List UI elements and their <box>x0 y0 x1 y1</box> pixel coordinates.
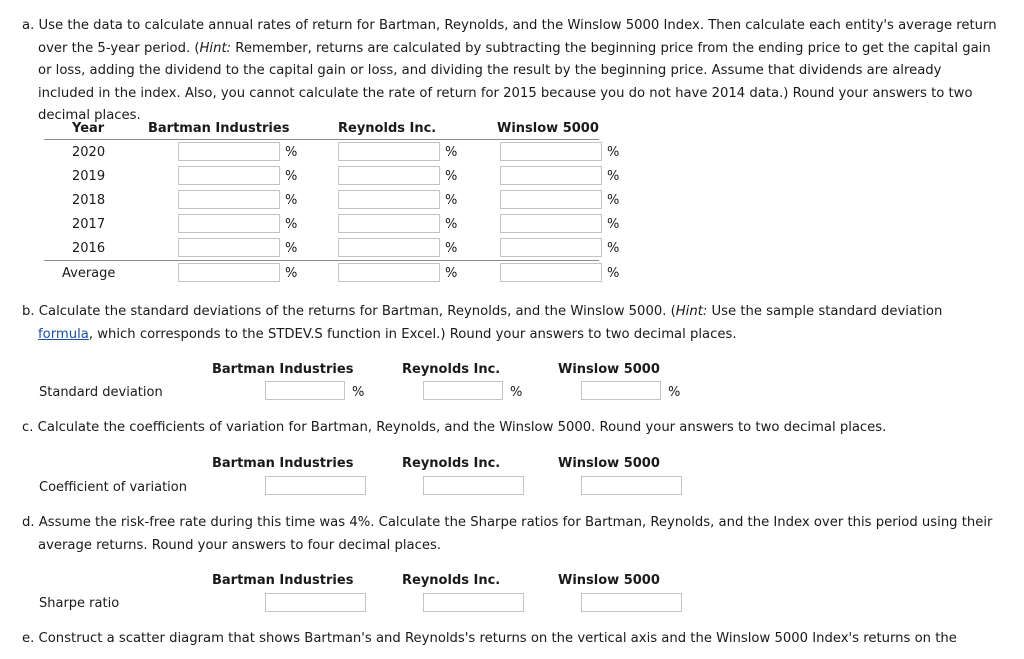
return-reynolds-row-2-percent: % <box>445 193 458 208</box>
return-winslow-row-1-input[interactable] <box>500 166 602 185</box>
table-a-header-rule <box>44 139 599 140</box>
coef-variation-reynolds-input[interactable] <box>423 476 524 495</box>
table-d-header-bartman: Bartman Industries <box>212 573 354 588</box>
part-b-instructions: b. Calculate the standard deviations of the returns for Bartman, Reynolds, and the Winslow 5000. (Hint: Use the sample standard deviation formula, which corresponds to the STDEV.S function in Excel.) Round your answers to two decimal places. <box>22 304 943 342</box>
return-bartman-row-1-input[interactable] <box>178 166 280 185</box>
sharpe-ratio-reynolds-input[interactable] <box>423 593 524 612</box>
coef-variation-label: Coefficient of variation <box>39 480 187 495</box>
return-reynolds-row-4-percent: % <box>445 241 458 256</box>
table-c-header-winslow: Winslow 5000 <box>558 456 660 471</box>
return-bartman-row-4-input[interactable] <box>178 238 280 257</box>
average-reynolds-input[interactable] <box>338 263 440 282</box>
return-winslow-row-3-input[interactable] <box>500 214 602 233</box>
return-reynolds-row-0-input[interactable] <box>338 142 440 161</box>
table-a-header-bartman: Bartman Industries <box>148 121 290 136</box>
part-c-instructions: c. Calculate the coefficients of variation for Bartman, Reynolds, and the Winslow 5000. Round your answers to two decimal places. <box>22 420 887 435</box>
return-bartman-row-2-percent: % <box>285 193 298 208</box>
table-c-header-reynolds: Reynolds Inc. <box>402 456 501 471</box>
return-reynolds-row-2-input[interactable] <box>338 190 440 209</box>
average-winslow-percent: % <box>607 266 620 281</box>
std-dev-bartman-input[interactable] <box>265 381 345 400</box>
return-winslow-row-4-percent: % <box>607 241 620 256</box>
table-a-header-year: Year <box>72 121 105 136</box>
table-d-header-reynolds: Reynolds Inc. <box>402 573 501 588</box>
table-d-header-winslow: Winslow 5000 <box>558 573 660 588</box>
return-winslow-row-2-input[interactable] <box>500 190 602 209</box>
return-winslow-row-0-input[interactable] <box>500 142 602 161</box>
year-label-2: 2018 <box>72 193 106 208</box>
average-bartman-input[interactable] <box>178 263 280 282</box>
return-bartman-row-0-input[interactable] <box>178 142 280 161</box>
std-dev-bartman-percent: % <box>352 385 365 400</box>
table-b-header-winslow: Winslow 5000 <box>558 362 660 377</box>
part-a-instructions: a. Use the data to calculate annual rates of return for Bartman, Reynolds, and the Winslow 5000 Index. Then calculate each entity's average return over the 5-year period. (Hint: Remember, returns are calculated by subtracting the beginning price from the ending price to get the capital gain or loss, adding the dividend to the capital gain or loss, and dividing the result by the beginning price. Assume that dividends are already included in the index. Also, you cannot calculate the rate of return for 2015 because you do not have 2014 data.) Round your answers to two decimal places. <box>22 18 997 123</box>
std-dev-label: Standard deviation <box>39 385 163 400</box>
sharpe-ratio-winslow-input[interactable] <box>581 593 682 612</box>
std-dev-reynolds-input[interactable] <box>423 381 503 400</box>
average-label: Average <box>62 266 116 281</box>
table-a-header-winslow: Winslow 5000 <box>497 121 599 136</box>
table-c-header-bartman: Bartman Industries <box>212 456 354 471</box>
year-label-1: 2019 <box>72 169 106 184</box>
average-reynolds-percent: % <box>445 266 458 281</box>
table-b-header-bartman: Bartman Industries <box>212 362 354 377</box>
year-label-3: 2017 <box>72 217 106 232</box>
part-e-instructions: e. Construct a scatter diagram that shows Bartman's and Reynolds's returns on the vertical axis and the Winslow 5000 Index's returns on the <box>22 631 957 646</box>
std-dev-winslow-input[interactable] <box>581 381 661 400</box>
table-a-average-rule <box>44 260 599 261</box>
return-reynolds-row-1-input[interactable] <box>338 166 440 185</box>
sharpe-ratio-label: Sharpe ratio <box>39 596 120 611</box>
formula-link[interactable]: formula <box>38 326 89 342</box>
return-reynolds-row-3-input[interactable] <box>338 214 440 233</box>
coef-variation-winslow-input[interactable] <box>581 476 682 495</box>
return-winslow-row-1-percent: % <box>607 169 620 184</box>
year-label-0: 2020 <box>72 145 106 160</box>
part-d-instructions: d. Assume the risk-free rate during this time was 4%. Calculate the Sharpe ratios for Bartman, Reynolds, and the Index over this period using their average returns. Round your answers to four decimal places. <box>22 515 993 553</box>
average-winslow-input[interactable] <box>500 263 602 282</box>
return-winslow-row-0-percent: % <box>607 145 620 160</box>
return-bartman-row-0-percent: % <box>285 145 298 160</box>
return-bartman-row-2-input[interactable] <box>178 190 280 209</box>
return-bartman-row-1-percent: % <box>285 169 298 184</box>
return-bartman-row-4-percent: % <box>285 241 298 256</box>
return-reynolds-row-3-percent: % <box>445 217 458 232</box>
return-winslow-row-3-percent: % <box>607 217 620 232</box>
return-reynolds-row-1-percent: % <box>445 169 458 184</box>
return-winslow-row-2-percent: % <box>607 193 620 208</box>
coef-variation-bartman-input[interactable] <box>265 476 366 495</box>
return-bartman-row-3-input[interactable] <box>178 214 280 233</box>
std-dev-winslow-percent: % <box>668 385 681 400</box>
table-a-header-reynolds: Reynolds Inc. <box>338 121 437 136</box>
year-label-4: 2016 <box>72 241 106 256</box>
return-winslow-row-4-input[interactable] <box>500 238 602 257</box>
return-reynolds-row-0-percent: % <box>445 145 458 160</box>
table-b-header-reynolds: Reynolds Inc. <box>402 362 501 377</box>
average-bartman-percent: % <box>285 266 298 281</box>
std-dev-reynolds-percent: % <box>510 385 523 400</box>
return-reynolds-row-4-input[interactable] <box>338 238 440 257</box>
return-bartman-row-3-percent: % <box>285 217 298 232</box>
sharpe-ratio-bartman-input[interactable] <box>265 593 366 612</box>
